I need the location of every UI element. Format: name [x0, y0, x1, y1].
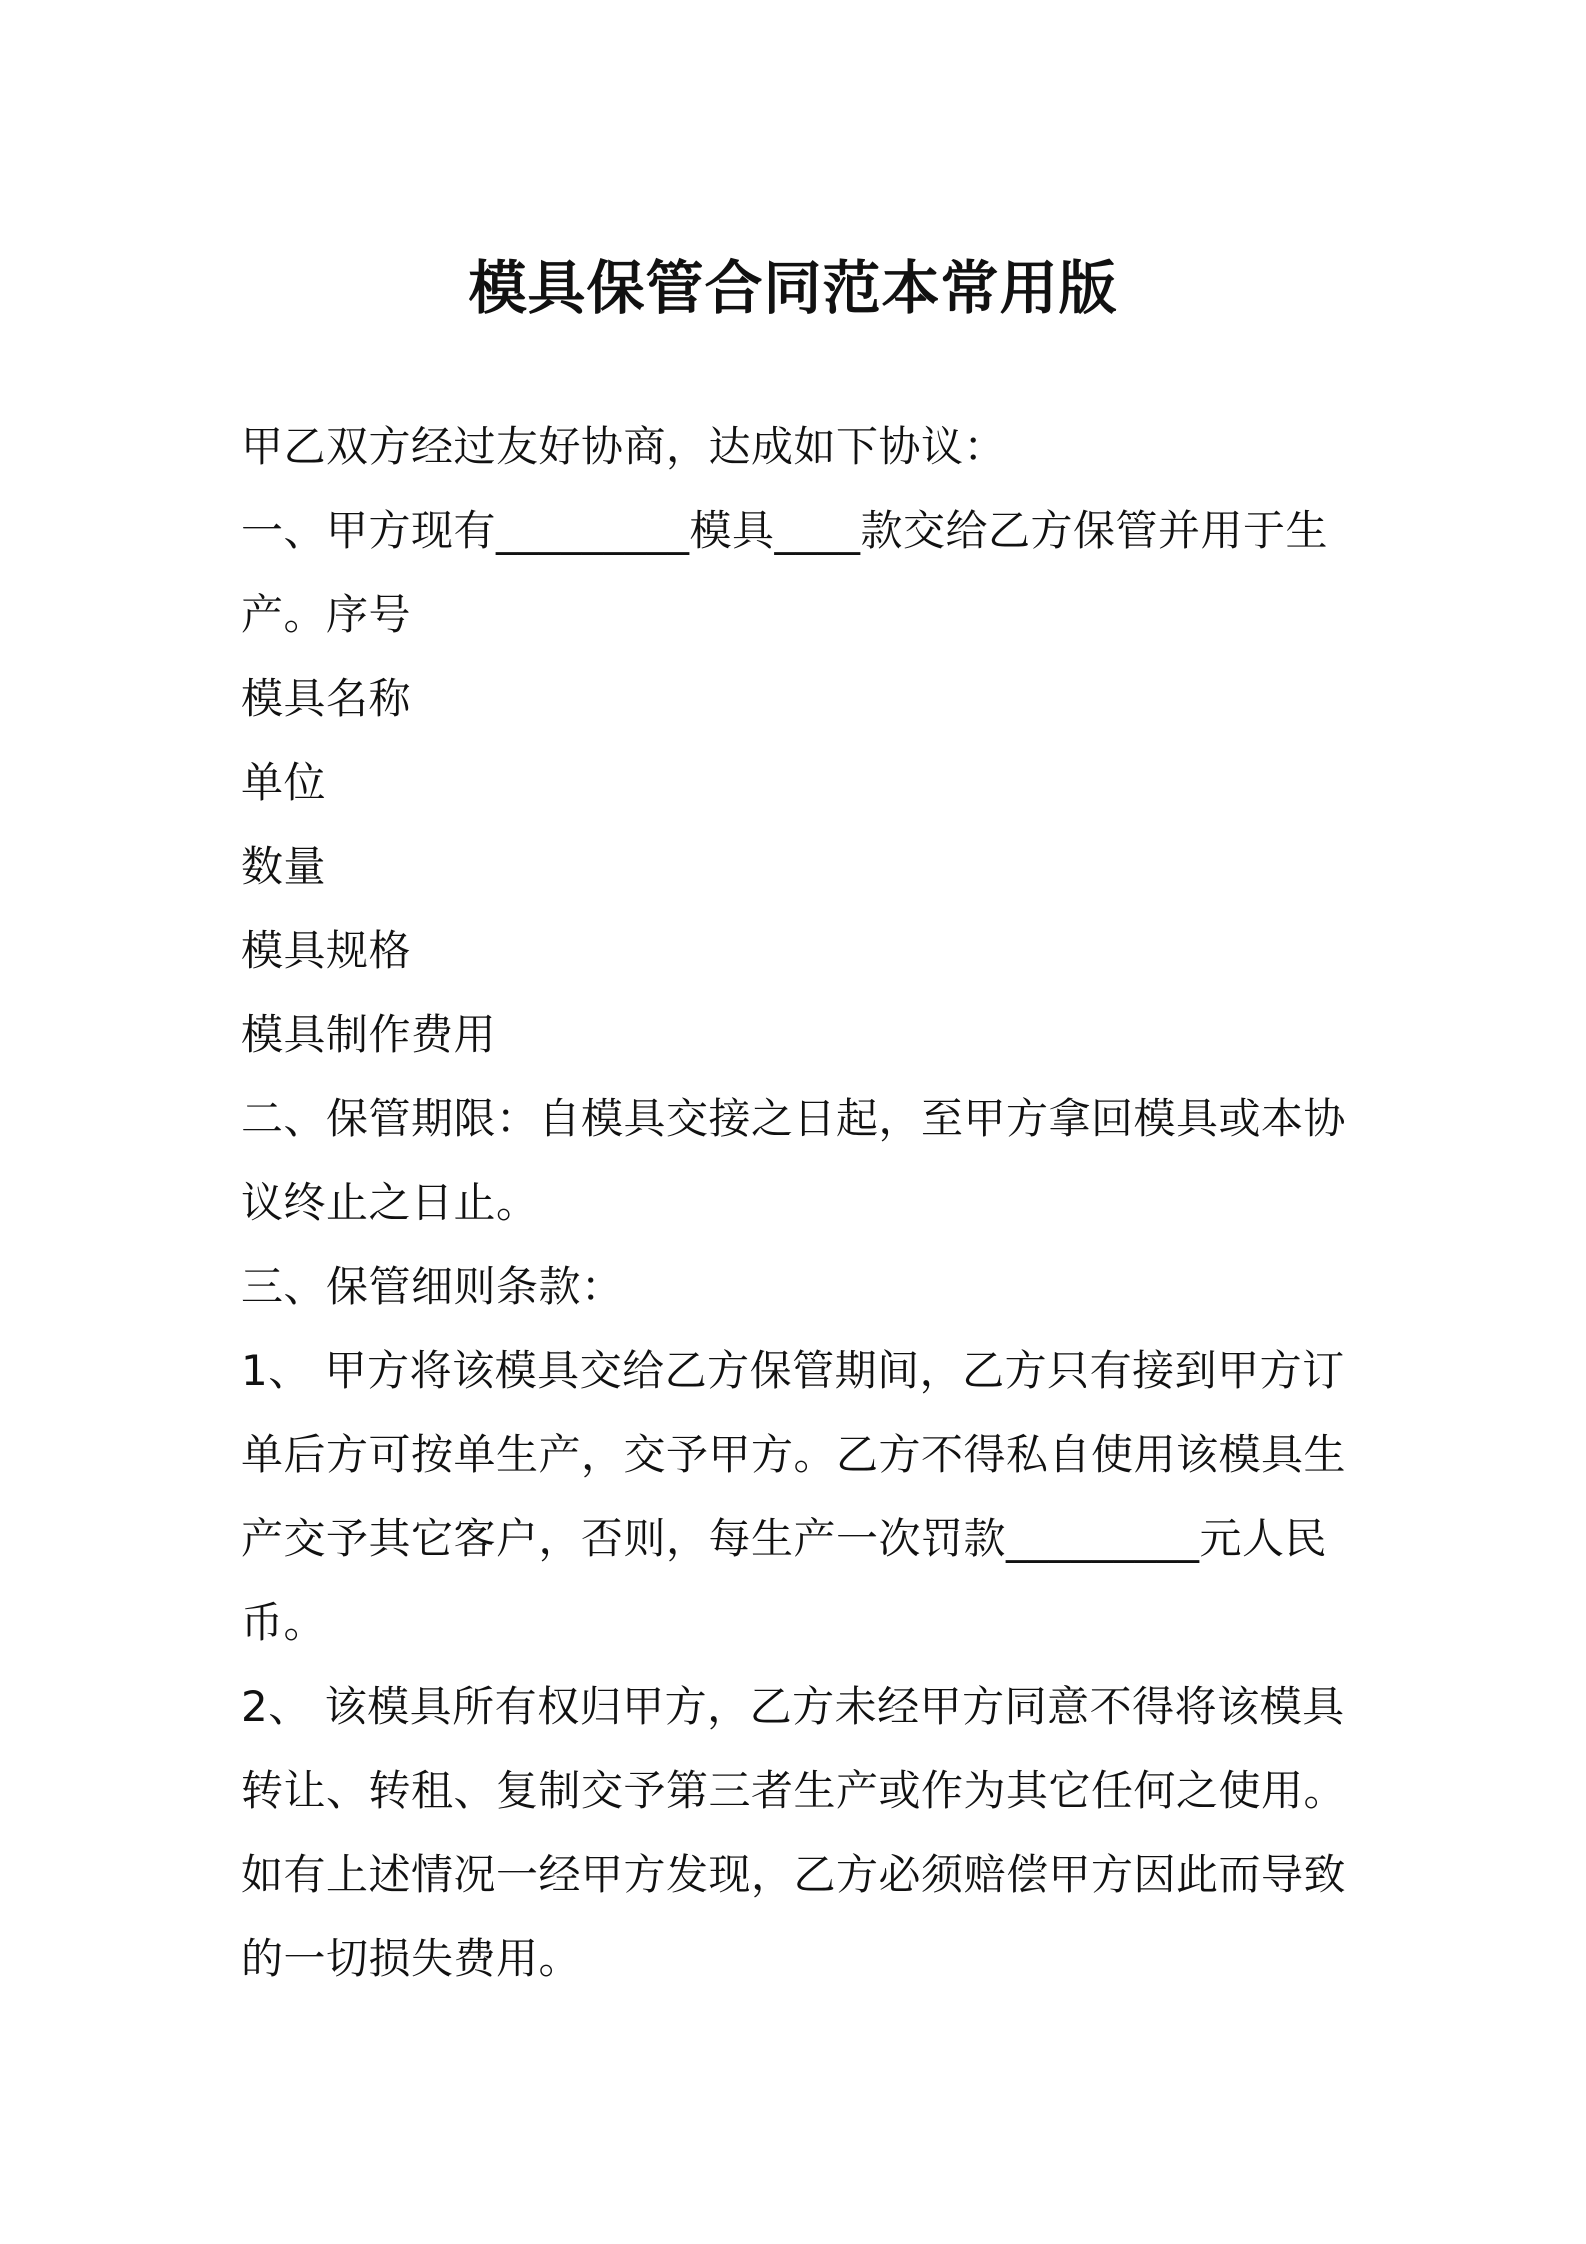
item-2-line-4: 的一切损失费用。: [241, 1934, 582, 1983]
clause-1-line-1: 一、甲方现有_________模具____款交给乙方保管并用于生: [241, 506, 1329, 555]
item-1-line-4: 币。: [241, 1598, 327, 1647]
field-quantity: 数量: [241, 842, 327, 891]
clause-2-line-1: 二、保管期限：自模具交接之日起，至甲方拿回模具或本协: [241, 1094, 1347, 1143]
field-unit: 单位: [241, 758, 327, 807]
field-mold-spec: 模具规格: [241, 926, 412, 975]
field-mold-cost: 模具制作费用: [241, 1010, 497, 1059]
agreement-intro: 甲乙双方经过友好协商，达成如下协议：: [241, 422, 1007, 471]
item-2-line-2: 转让、转租、复制交予第三者生产或作为其它任何之使用。: [241, 1766, 1347, 1815]
clause-2-line-2: 议终止之日止。: [241, 1178, 539, 1227]
clause-3-heading: 三、保管细则条款：: [241, 1262, 624, 1311]
item-2-line-1: 2、 该模具所有权归甲方，乙方未经甲方同意不得将该模具: [241, 1682, 1345, 1731]
field-mold-name: 模具名称: [241, 674, 412, 723]
item-1-line-2: 单后方可按单生产，交予甲方。乙方不得私自使用该模具生: [241, 1430, 1347, 1479]
item-1-line-1: 1、 甲方将该模具交给乙方保管期间，乙方只有接到甲方订: [241, 1346, 1345, 1395]
document-title: 模具保管合同范本常用版: [468, 254, 1118, 322]
item-1-line-3: 产交予其它客户，否则，每生产一次罚款_________元人民: [241, 1514, 1328, 1563]
item-2-line-3: 如有上述情况一经甲方发现，乙方必须赔偿甲方因此而导致: [241, 1850, 1347, 1899]
document-body: [241, 405, 1356, 2001]
clause-1-line-2: 产。序号: [241, 590, 412, 639]
